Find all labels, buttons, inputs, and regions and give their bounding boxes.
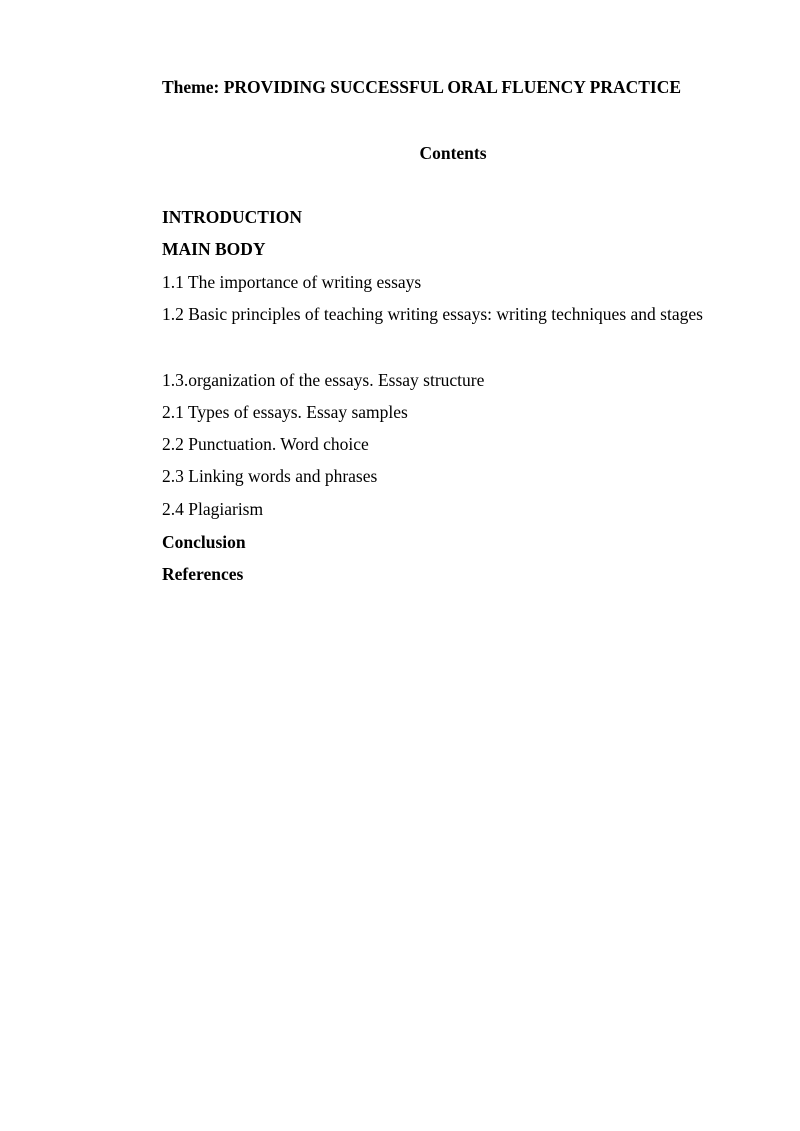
toc-item-conclusion: Conclusion — [162, 532, 246, 552]
toc-item-1-2: 1.2 Basic principles of teaching writing essays: writing techniques and stages — [162, 304, 703, 324]
toc-item-2-2: 2.2 Punctuation. Word choice — [162, 434, 369, 454]
toc-item-main-body: MAIN BODY — [162, 239, 266, 259]
toc-item-2-1: 2.1 Types of essays. Essay samples — [162, 402, 408, 422]
toc-item-introduction: INTRODUCTION — [162, 207, 303, 227]
document-theme-title: Theme: PROVIDING SUCCESSFUL ORAL FLUENCY PRACTICE — [162, 77, 682, 97]
toc-item-2-3: 2.3 Linking words and phrases — [162, 466, 378, 486]
toc-item-2-4: 2.4 Plagiarism — [162, 499, 264, 519]
toc-item-1-1: 1.1 The importance of writing essays — [162, 272, 422, 292]
toc-item-1-3: 1.3.organization of the essays. Essay structure — [162, 370, 485, 390]
toc-item-references: References — [162, 564, 244, 584]
contents-heading: Contents — [419, 143, 487, 163]
